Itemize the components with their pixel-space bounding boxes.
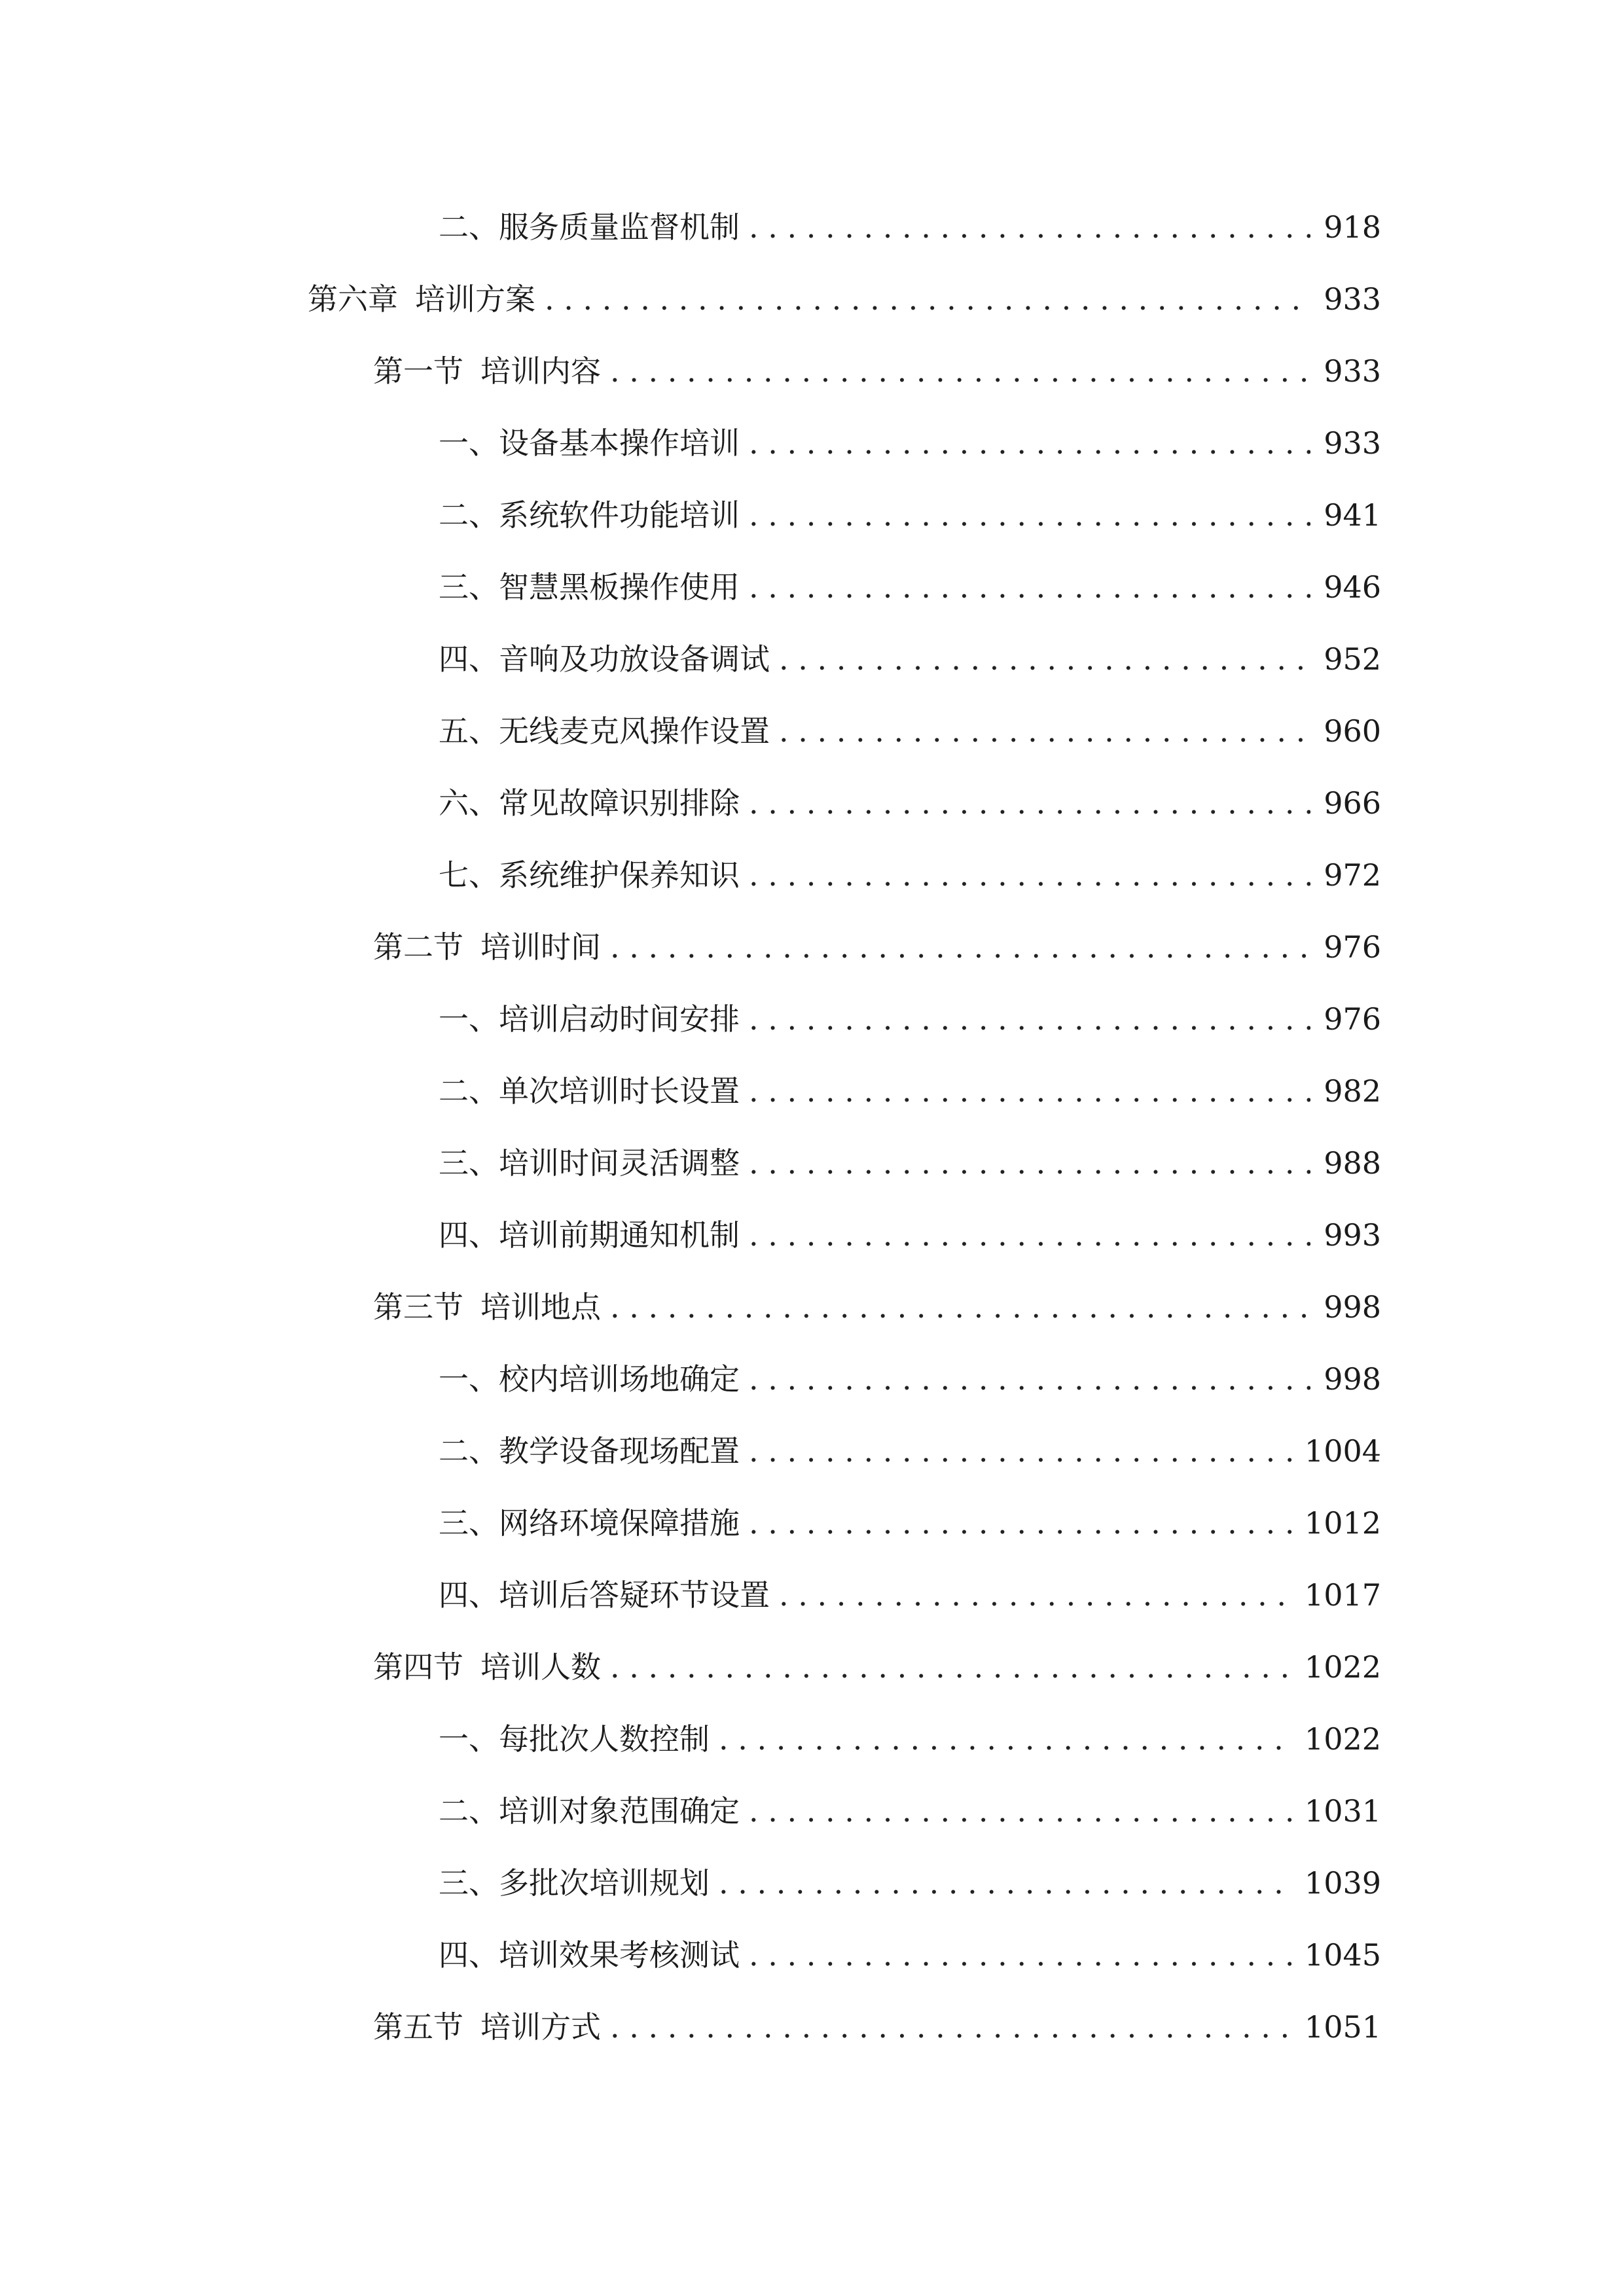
toc-entry-title: 培训方案	[415, 281, 535, 317]
toc-entry[interactable]	[308, 1199, 1381, 1271]
toc-entry-number: 第二节	[373, 929, 463, 965]
dot-leader	[749, 496, 1310, 534]
toc-entry-page: 1022	[1304, 1649, 1381, 1685]
toc-entry[interactable]	[308, 1127, 1381, 1199]
toc-entry-number: 三、	[439, 1145, 499, 1181]
toc-entry-number: 三、	[439, 569, 499, 605]
dot-leader	[749, 208, 1310, 246]
toc-entry[interactable]	[308, 983, 1381, 1055]
toc-entry-page: 1039	[1304, 1865, 1381, 1901]
toc-entry-title: 培训对象范围确定	[499, 1793, 740, 1829]
toc-entry-title: 服务质量监督机制	[499, 209, 740, 245]
toc-entry-title: 培训后答疑环节设置	[499, 1577, 770, 1613]
toc-entry-title: 单次培训时长设置	[499, 1073, 740, 1109]
toc-entry-number: 三、	[439, 1505, 499, 1541]
dot-leader	[779, 712, 1310, 750]
dot-leader	[749, 856, 1310, 894]
toc-entry-number: 第四节	[373, 1649, 463, 1685]
toc-entry-number: 第三节	[373, 1289, 463, 1325]
toc-entry-title: 设备基本操作培训	[499, 425, 740, 461]
toc-entry-number: 三、	[439, 1865, 499, 1901]
table-of-contents	[308, 191, 1381, 2063]
toc-entry-page: 1022	[1304, 1721, 1381, 1757]
toc-entry-number: 二、	[439, 209, 499, 245]
toc-entry-title: 培训前期通知机制	[499, 1217, 740, 1253]
toc-entry-page: 976	[1324, 929, 1381, 965]
toc-entry-number: 第一节	[373, 353, 463, 389]
toc-entry[interactable]	[308, 1415, 1381, 1487]
toc-entry[interactable]	[308, 1487, 1381, 1559]
toc-entry-page: 966	[1324, 785, 1381, 821]
toc-entry-number: 五、	[439, 713, 499, 749]
toc-entry-page: 972	[1324, 857, 1381, 893]
dot-leader	[779, 640, 1310, 678]
toc-entry-page: 1004	[1304, 1433, 1381, 1469]
toc-entry-page: 1045	[1304, 1937, 1381, 1973]
toc-entry-page: 1031	[1304, 1793, 1381, 1829]
toc-entry-number: 一、	[439, 1361, 499, 1397]
toc-entry-title: 每批次人数控制	[499, 1721, 710, 1757]
dot-leader	[749, 1432, 1291, 1470]
toc-entry-title: 培训时间灵活调整	[499, 1145, 740, 1181]
dot-leader	[749, 568, 1310, 606]
toc-entry-page: 918	[1324, 209, 1381, 245]
toc-entry-number: 四、	[439, 641, 499, 677]
toc-entry-title: 培训地点	[480, 1289, 601, 1325]
dot-leader	[749, 1000, 1310, 1038]
toc-entry[interactable]	[308, 479, 1381, 551]
toc-entry[interactable]	[308, 407, 1381, 479]
toc-entry-number: 四、	[439, 1937, 499, 1973]
toc-entry-title: 教学设备现场配置	[499, 1433, 740, 1469]
toc-entry-page: 988	[1324, 1145, 1381, 1181]
toc-entry-number: 一、	[439, 425, 499, 461]
toc-entry[interactable]	[308, 767, 1381, 839]
toc-entry-page: 993	[1324, 1217, 1381, 1253]
toc-entry-number: 一、	[439, 1721, 499, 1757]
toc-entry-page: 998	[1324, 1289, 1381, 1325]
toc-entry-page: 976	[1324, 1001, 1381, 1037]
toc-entry[interactable]	[308, 1055, 1381, 1127]
toc-entry-chapter[interactable]	[308, 263, 1381, 335]
toc-entry-number: 一、	[439, 1001, 499, 1037]
toc-entry[interactable]	[308, 1847, 1381, 1919]
dot-leader	[610, 352, 1310, 390]
dot-leader	[749, 1360, 1310, 1398]
dot-leader	[610, 928, 1310, 966]
toc-entry-page: 998	[1324, 1361, 1381, 1397]
toc-entry-title: 网络环境保障措施	[499, 1505, 740, 1541]
toc-entry-title: 培训人数	[480, 1649, 601, 1685]
toc-entry-title: 培训启动时间安排	[499, 1001, 740, 1037]
toc-entry-title: 系统维护保养知识	[499, 857, 740, 893]
toc-entry-title: 多批次培训规划	[499, 1865, 710, 1901]
toc-entry-section[interactable]	[308, 1991, 1381, 2063]
toc-entry-page: 960	[1324, 713, 1381, 749]
toc-entry-page: 1051	[1304, 2009, 1381, 2045]
toc-entry[interactable]	[308, 1343, 1381, 1415]
toc-entry-page: 1012	[1304, 1505, 1381, 1541]
dot-leader	[749, 1072, 1310, 1110]
toc-entry-title: 培训效果考核测试	[499, 1937, 740, 1973]
toc-entry-number: 二、	[439, 497, 499, 533]
toc-entry-title: 校内培训场地确定	[499, 1361, 740, 1397]
toc-entry[interactable]	[308, 623, 1381, 695]
toc-entry-title: 系统软件功能培训	[499, 497, 740, 533]
dot-leader	[749, 1792, 1291, 1830]
toc-entry-section[interactable]	[308, 1631, 1381, 1703]
dot-leader	[749, 1504, 1291, 1542]
dot-leader	[610, 1648, 1291, 1686]
toc-entry-number: 四、	[439, 1217, 499, 1253]
dot-leader	[545, 280, 1310, 318]
dot-leader	[719, 1720, 1291, 1758]
toc-entry-page: 941	[1324, 497, 1381, 533]
toc-entry-title: 无线麦克风操作设置	[499, 713, 770, 749]
toc-entry-page: 933	[1324, 281, 1381, 317]
toc-entry[interactable]	[308, 551, 1381, 623]
toc-entry-number: 二、	[439, 1073, 499, 1109]
toc-entry-title: 培训时间	[480, 929, 601, 965]
dot-leader	[610, 2008, 1291, 2046]
toc-entry-page: 1017	[1304, 1577, 1381, 1613]
toc-entry-page: 952	[1324, 641, 1381, 677]
toc-entry-number: 六、	[439, 785, 499, 821]
toc-entry-title: 音响及功放设备调试	[499, 641, 770, 677]
toc-entry-section[interactable]	[308, 1271, 1381, 1343]
toc-entry-number: 四、	[439, 1577, 499, 1613]
toc-entry-page: 946	[1324, 569, 1381, 605]
toc-entry-page: 933	[1324, 353, 1381, 389]
dot-leader	[749, 1936, 1291, 1974]
toc-entry-title: 培训内容	[480, 353, 601, 389]
toc-entry-number: 二、	[439, 1793, 499, 1829]
toc-entry-title: 培训方式	[480, 2009, 601, 2045]
toc-entry-page: 933	[1324, 425, 1381, 461]
toc-entry[interactable]	[308, 695, 1381, 767]
dot-leader	[749, 1144, 1310, 1182]
toc-entry-title: 智慧黑板操作使用	[499, 569, 740, 605]
toc-entry[interactable]	[308, 839, 1381, 911]
toc-entry-number: 第六章	[308, 281, 398, 317]
toc-entry-section[interactable]	[308, 335, 1381, 407]
toc-entry-number: 二、	[439, 1433, 499, 1469]
toc-entry[interactable]	[308, 191, 1381, 263]
dot-leader	[749, 1216, 1310, 1254]
dot-leader	[779, 1576, 1291, 1614]
toc-entry-number: 七、	[439, 857, 499, 893]
toc-entry[interactable]	[308, 1775, 1381, 1847]
toc-entry-page: 982	[1324, 1073, 1381, 1109]
dot-leader	[610, 1288, 1310, 1326]
toc-entry-title: 常见故障识别排除	[499, 785, 740, 821]
toc-entry-number: 第五节	[373, 2009, 463, 2045]
toc-entry[interactable]	[308, 1559, 1381, 1631]
dot-leader	[749, 784, 1310, 822]
dot-leader	[749, 424, 1310, 462]
toc-entry-section[interactable]	[308, 911, 1381, 983]
toc-entry[interactable]	[308, 1703, 1381, 1775]
dot-leader	[719, 1864, 1291, 1902]
toc-entry[interactable]	[308, 1919, 1381, 1991]
